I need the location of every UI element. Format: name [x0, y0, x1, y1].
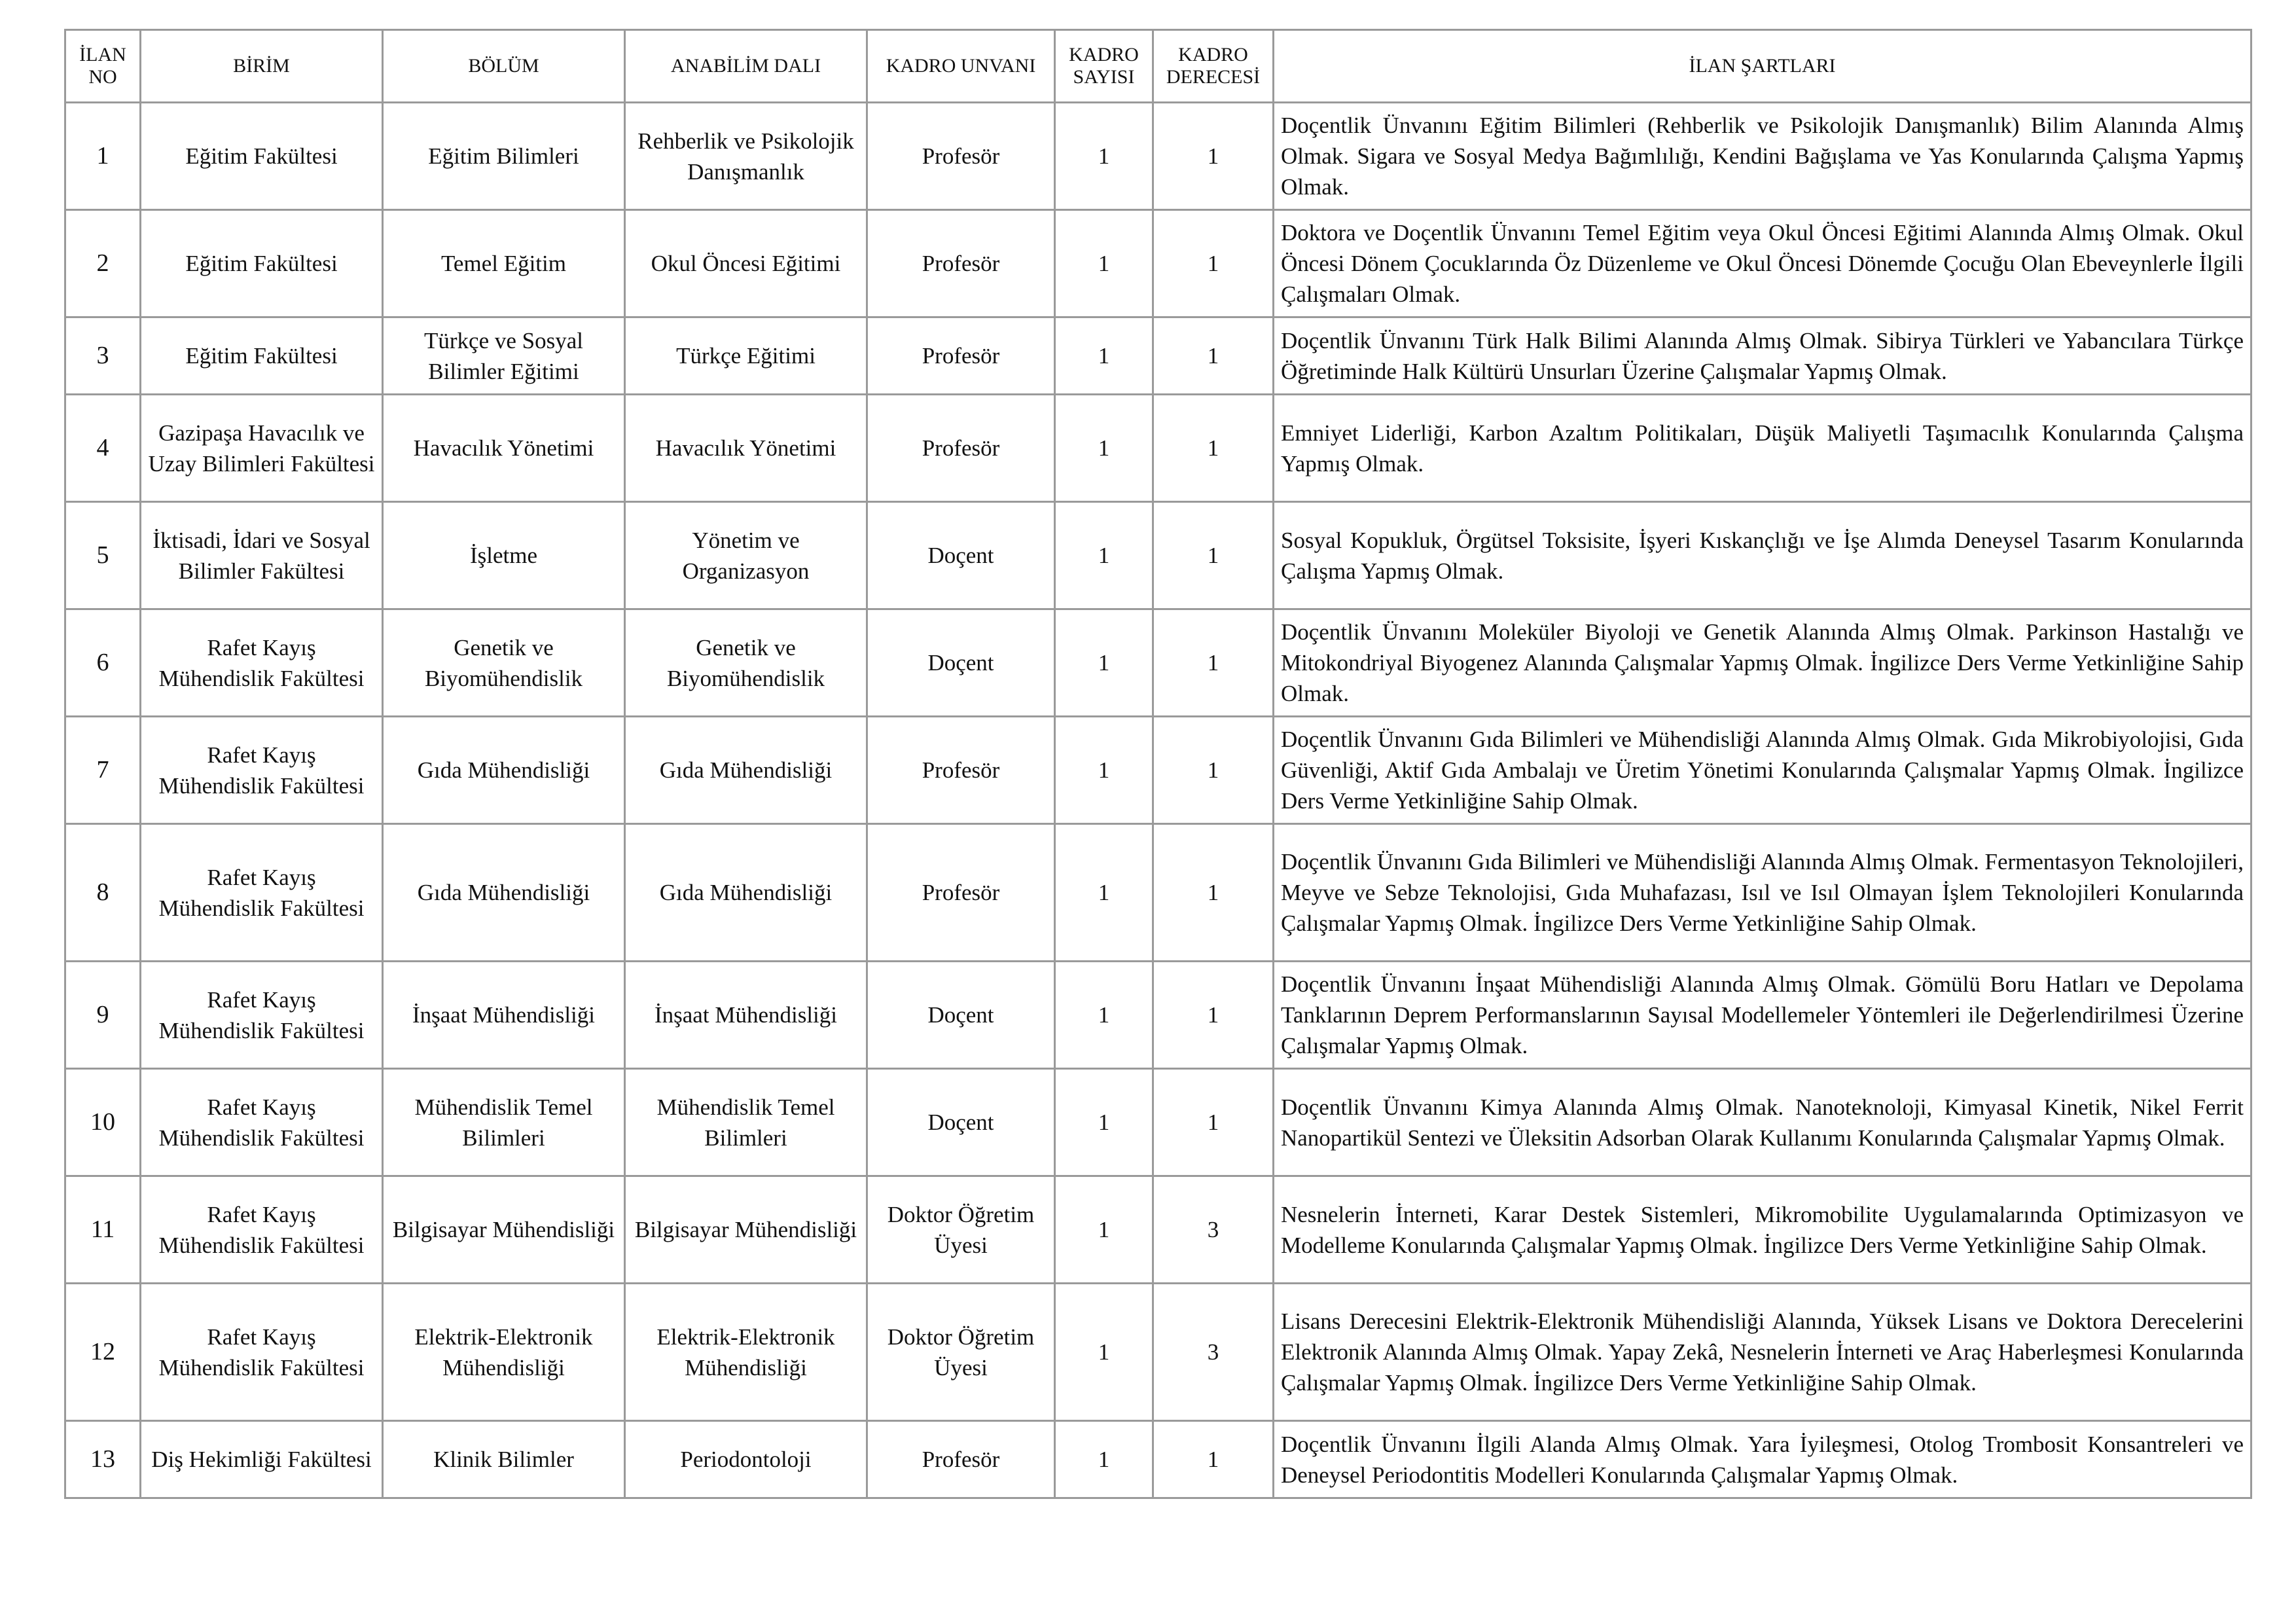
bolum-cell: Bilgisayar Mühendisliği	[383, 1176, 625, 1284]
sartlar-cell: Doçentlik Ünvanını Eğitim Bilimleri (Rehberlik ve Psikolojik Danışmanlık) Bilim Alanında Almış Olmak. Sigara ve Sosyal Medya Bağımlılığı, Kendini Bağışlama ve Yas Konularında Çalışma Yapmış Olmak.	[1274, 103, 2251, 210]
birim-cell: Rafet Kayış Mühendislik Fakültesi	[141, 1176, 383, 1284]
anabilim-cell: Elektrik-Elektronik Mühendisliği	[625, 1284, 867, 1421]
anabilim-cell: Periodontoloji	[625, 1421, 867, 1498]
sayi-cell: 1	[1055, 824, 1153, 962]
anabilim-cell: Bilgisayar Mühendisliği	[625, 1176, 867, 1284]
derece-cell: 3	[1153, 1284, 1274, 1421]
ilan-no-cell: 1	[65, 103, 141, 210]
bolum-cell: Genetik ve Biyomühendislik	[383, 609, 625, 717]
sayi-cell: 1	[1055, 1069, 1153, 1176]
sartlar-cell: Nesnelerin İnterneti, Karar Destek Sistemleri, Mikromobilite Uygulamalarında Optimizasyon ve Modelleme Konularında Çalışmalar Yapmış Olmak. İngilizce Ders Verme Yetkinliğine Sahip Olmak.	[1274, 1176, 2251, 1284]
anabilim-cell: Okul Öncesi Eğitimi	[625, 210, 867, 317]
table-row	[65, 1069, 2251, 1176]
sartlar-cell: Lisans Derecesini Elektrik-Elektronik Mühendisliği Alanında, Yüksek Lisans ve Doktora Derecelerini Elektronik Alanında Almış Olmak. Yapay Zekâ, Nesnelerin İnterneti ve Araç Haberleşmesi Konularında Çalışmalar Yapmış Olmak. İngilizce Ders Verme Yetkinliğine Sahip Olmak.	[1274, 1284, 2251, 1421]
bolum-cell: Eğitim Bilimleri	[383, 103, 625, 210]
sayi-cell: 1	[1055, 1421, 1153, 1498]
sayi-cell: 1	[1055, 502, 1153, 609]
header-anabilim-dali: ANABİLİM DALI	[625, 30, 867, 103]
header-birim: BİRİM	[141, 30, 383, 103]
sayi-cell: 1	[1055, 717, 1153, 824]
unvan-cell: Profesör	[867, 717, 1055, 824]
table-row	[65, 317, 2251, 395]
unvan-cell: Profesör	[867, 824, 1055, 962]
unvan-cell: Doçent	[867, 609, 1055, 717]
birim-cell: İktisadi, İdari ve Sosyal Bilimler Fakültesi	[141, 502, 383, 609]
derece-cell: 1	[1153, 103, 1274, 210]
ilan-no-cell: 3	[65, 317, 141, 395]
sartlar-cell: Doçentlik Ünvanını İnşaat Mühendisliği Alanında Almış Olmak. Gömülü Boru Hatları ve Depolama Tanklarının Deprem Performanslarının Sayısal Modellemeler Yöntemleri ile Değerlendirilmesi Üzerine Çalışmalar Yapmış Olmak.	[1274, 962, 2251, 1069]
header-kadro-unvani: KADRO UNVANI	[867, 30, 1055, 103]
sartlar-cell: Doçentlik Ünvanını Kimya Alanında Almış Olmak. Nanoteknoloji, Kimyasal Kinetik, Nikel Ferrit Nanopartikül Sentezi ve Üleksitin Adsorban Olarak Kullanımı Konularında Çalışmalar Yapmış Olmak.	[1274, 1069, 2251, 1176]
ilan-no-cell: 7	[65, 717, 141, 824]
table-row	[65, 962, 2251, 1069]
ilan-no-cell: 2	[65, 210, 141, 317]
birim-cell: Gazipaşa Havacılık ve Uzay Bilimleri Fakültesi	[141, 395, 383, 502]
header-kadro-derecesi: KADRO DERECESİ	[1153, 30, 1274, 103]
derece-cell: 1	[1153, 609, 1274, 717]
anabilim-cell: Havacılık Yönetimi	[625, 395, 867, 502]
ilan-no-cell: 12	[65, 1284, 141, 1421]
birim-cell: Rafet Kayış Mühendislik Fakültesi	[141, 1284, 383, 1421]
unvan-cell: Profesör	[867, 317, 1055, 395]
header-bolum: BÖLÜM	[383, 30, 625, 103]
anabilim-cell: İnşaat Mühendisliği	[625, 962, 867, 1069]
derece-cell: 1	[1153, 717, 1274, 824]
derece-cell: 1	[1153, 824, 1274, 962]
derece-cell: 1	[1153, 395, 1274, 502]
table-row	[65, 395, 2251, 502]
bolum-cell: Elektrik-Elektronik Mühendisliği	[383, 1284, 625, 1421]
ilan-no-cell: 6	[65, 609, 141, 717]
bolum-cell: İnşaat Mühendisliği	[383, 962, 625, 1069]
derece-cell: 1	[1153, 502, 1274, 609]
sartlar-cell: Emniyet Liderliği, Karbon Azaltım Politikaları, Düşük Maliyetli Taşımacılık Konularında Çalışma Yapmış Olmak.	[1274, 395, 2251, 502]
birim-cell: Eğitim Fakültesi	[141, 317, 383, 395]
anabilim-cell: Gıda Mühendisliği	[625, 824, 867, 962]
anabilim-cell: Genetik ve Biyomühendislik	[625, 609, 867, 717]
derece-cell: 1	[1153, 210, 1274, 317]
birim-cell: Diş Hekimliği Fakültesi	[141, 1421, 383, 1498]
birim-cell: Rafet Kayış Mühendislik Fakültesi	[141, 717, 383, 824]
sayi-cell: 1	[1055, 210, 1153, 317]
sartlar-cell: Doçentlik Ünvanını Gıda Bilimleri ve Mühendisliği Alanında Almış Olmak. Fermentasyon Teknolojileri, Meyve ve Sebze Teknolojisi, Gıda Muhafazası, Isıl ve Isıl Olmayan İşlem Teknolojileri Konularında Çalışmalar Yapmış Olmak. İngilizce Ders Verme Yetkinliğine Sahip Olmak.	[1274, 824, 2251, 962]
sartlar-cell: Doktora ve Doçentlik Ünvanını Temel Eğitim veya Okul Öncesi Eğitimi Alanında Almış Olmak. Okul Öncesi Dönem Çocuklarında Öz Düzenleme ve Okul Öncesi Dönemde Çocuğu Olan Ebeveynlerle İlgili Çalışmaları Olmak.	[1274, 210, 2251, 317]
bolum-cell: Mühendislik Temel Bilimleri	[383, 1069, 625, 1176]
derece-cell: 1	[1153, 317, 1274, 395]
birim-cell: Rafet Kayış Mühendislik Fakültesi	[141, 824, 383, 962]
sayi-cell: 1	[1055, 1284, 1153, 1421]
birim-cell: Eğitim Fakültesi	[141, 103, 383, 210]
unvan-cell: Doktor Öğretim Üyesi	[867, 1284, 1055, 1421]
table-row	[65, 103, 2251, 210]
sayi-cell: 1	[1055, 317, 1153, 395]
table-row	[65, 717, 2251, 824]
table-row	[65, 502, 2251, 609]
table-row	[65, 1176, 2251, 1284]
unvan-cell: Doçent	[867, 502, 1055, 609]
derece-cell: 1	[1153, 962, 1274, 1069]
header-ilan-sartlari: İLAN ŞARTLARI	[1274, 30, 2251, 103]
unvan-cell: Doçent	[867, 1069, 1055, 1176]
bolum-cell: Klinik Bilimler	[383, 1421, 625, 1498]
anabilim-cell: Yönetim ve Organizasyon	[625, 502, 867, 609]
ilan-no-cell: 10	[65, 1069, 141, 1176]
sartlar-cell: Sosyal Kopukluk, Örgütsel Toksisite, İşyeri Kıskançlığı ve İşe Alımda Deneysel Tasarım Konularında Çalışma Yapmış Olmak.	[1274, 502, 2251, 609]
sartlar-cell: Doçentlik Ünvanını Türk Halk Bilimi Alanında Almış Olmak. Sibirya Türkleri ve Yabancılara Türkçe Öğretiminde Halk Kültürü Unsurları Üzerine Çalışmalar Yapmış Olmak.	[1274, 317, 2251, 395]
anabilim-cell: Türkçe Eğitimi	[625, 317, 867, 395]
table-row	[65, 210, 2251, 317]
bolum-cell: Gıda Mühendisliği	[383, 824, 625, 962]
unvan-cell: Doçent	[867, 962, 1055, 1069]
ilan-no-cell: 11	[65, 1176, 141, 1284]
sayi-cell: 1	[1055, 962, 1153, 1069]
unvan-cell: Profesör	[867, 210, 1055, 317]
bolum-cell: Gıda Mühendisliği	[383, 717, 625, 824]
table-row	[65, 1284, 2251, 1421]
derece-cell: 1	[1153, 1421, 1274, 1498]
header-ilan-no: İLAN NO	[65, 30, 141, 103]
table-row	[65, 824, 2251, 962]
bolum-cell: Türkçe ve Sosyal Bilimler Eğitimi	[383, 317, 625, 395]
sartlar-cell: Doçentlik Ünvanını İlgili Alanda Almış Olmak. Yara İyileşmesi, Otolog Trombosit Konsantreleri ve Deneysel Periodontitis Modelleri Konularında Çalışmalar Yapmış Olmak.	[1274, 1421, 2251, 1498]
anabilim-cell: Gıda Mühendisliği	[625, 717, 867, 824]
sayi-cell: 1	[1055, 609, 1153, 717]
header-row	[65, 30, 2251, 103]
sayi-cell: 1	[1055, 395, 1153, 502]
unvan-cell: Doktor Öğretim Üyesi	[867, 1176, 1055, 1284]
anabilim-cell: Rehberlik ve Psikolojik Danışmanlık	[625, 103, 867, 210]
table-row	[65, 609, 2251, 717]
ilan-no-cell: 8	[65, 824, 141, 962]
sayi-cell: 1	[1055, 1176, 1153, 1284]
birim-cell: Rafet Kayış Mühendislik Fakültesi	[141, 609, 383, 717]
birim-cell: Rafet Kayış Mühendislik Fakültesi	[141, 1069, 383, 1176]
sartlar-cell: Doçentlik Ünvanını Moleküler Biyoloji ve Genetik Alanında Almış Olmak. Parkinson Hastalığı ve Mitokondriyal Biyogenez Alanında Çalışmalar Yapmış Olmak. İngilizce Ders Verme Yetkinliğine Sahip Olmak.	[1274, 609, 2251, 717]
derece-cell: 3	[1153, 1176, 1274, 1284]
derece-cell: 1	[1153, 1069, 1274, 1176]
job-postings-table	[64, 29, 2252, 1499]
ilan-no-cell: 9	[65, 962, 141, 1069]
header-kadro-sayisi: KADRO SAYISI	[1055, 30, 1153, 103]
unvan-cell: Profesör	[867, 395, 1055, 502]
table-row	[65, 1421, 2251, 1498]
birim-cell: Rafet Kayış Mühendislik Fakültesi	[141, 962, 383, 1069]
anabilim-cell: Mühendislik Temel Bilimleri	[625, 1069, 867, 1176]
unvan-cell: Profesör	[867, 1421, 1055, 1498]
bolum-cell: Temel Eğitim	[383, 210, 625, 317]
unvan-cell: Profesör	[867, 103, 1055, 210]
sartlar-cell: Doçentlik Ünvanını Gıda Bilimleri ve Mühendisliği Alanında Almış Olmak. Gıda Mikrobiyolojisi, Gıda Güvenliği, Aktif Gıda Ambalajı ve Üretim Yönetimi Konularında Çalışmalar Yapmış Olmak. İngilizce Ders Verme Yetkinliğine Sahip Olmak.	[1274, 717, 2251, 824]
ilan-no-cell: 13	[65, 1421, 141, 1498]
ilan-no-cell: 5	[65, 502, 141, 609]
ilan-no-cell: 4	[65, 395, 141, 502]
sayi-cell: 1	[1055, 103, 1153, 210]
bolum-cell: Havacılık Yönetimi	[383, 395, 625, 502]
birim-cell: Eğitim Fakültesi	[141, 210, 383, 317]
bolum-cell: İşletme	[383, 502, 625, 609]
